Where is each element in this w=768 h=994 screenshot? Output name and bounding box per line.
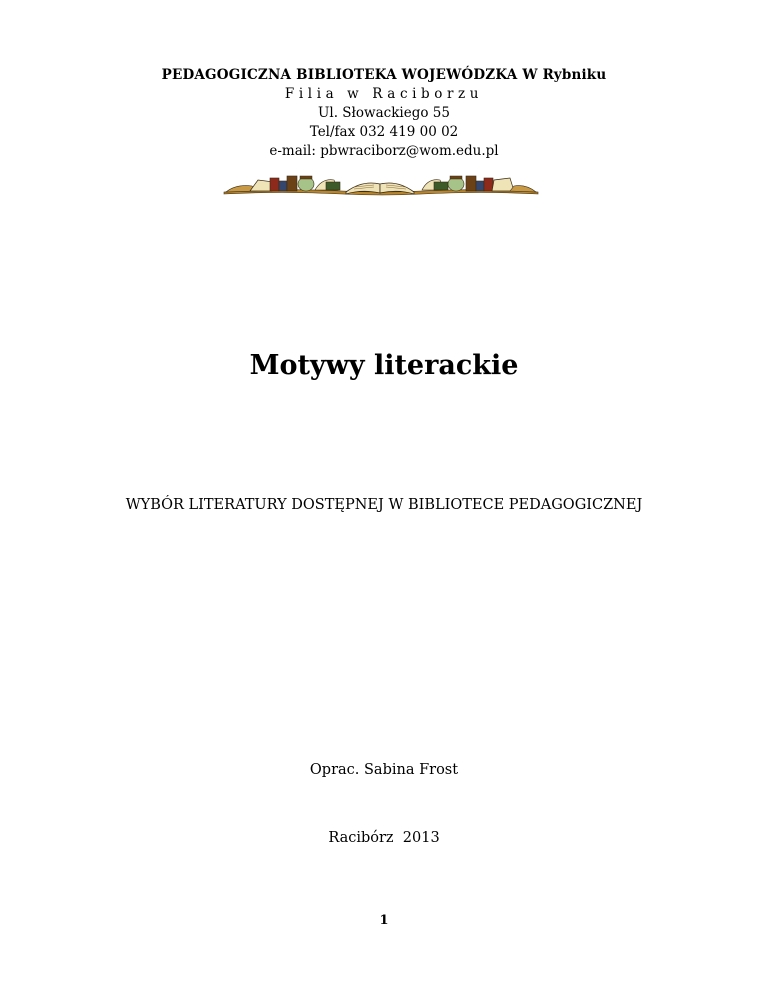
author-credit: Oprac. Sabina Frost xyxy=(309,762,459,778)
institution-name-text: PEDAGOGICZNA BIBLIOTEKA WOJEWÓDZKA W xyxy=(161,67,538,83)
institution-name xyxy=(0,66,768,85)
institution-city: Rybniku xyxy=(542,67,607,83)
document-subtitle: WYBÓR LITERATURY DOSTĘPNEJ W BIBLIOTECE PEDAGOGICZNEJ xyxy=(125,497,643,513)
phone-fax: Tel/fax 032 419 00 02 xyxy=(309,124,459,140)
letterhead xyxy=(0,66,768,161)
place-and-year: Racibórz 2013 xyxy=(328,830,440,846)
books-ornament-icon xyxy=(222,172,540,198)
street-address: Ul. Słowackiego 55 xyxy=(318,105,450,121)
document-title: Motywy literackie xyxy=(249,350,519,381)
email-address: e-mail: pbwraciborz@wom.edu.pl xyxy=(269,143,499,159)
branch-name: Filia w Raciborzu xyxy=(284,86,484,102)
page-number: 1 xyxy=(379,913,389,928)
